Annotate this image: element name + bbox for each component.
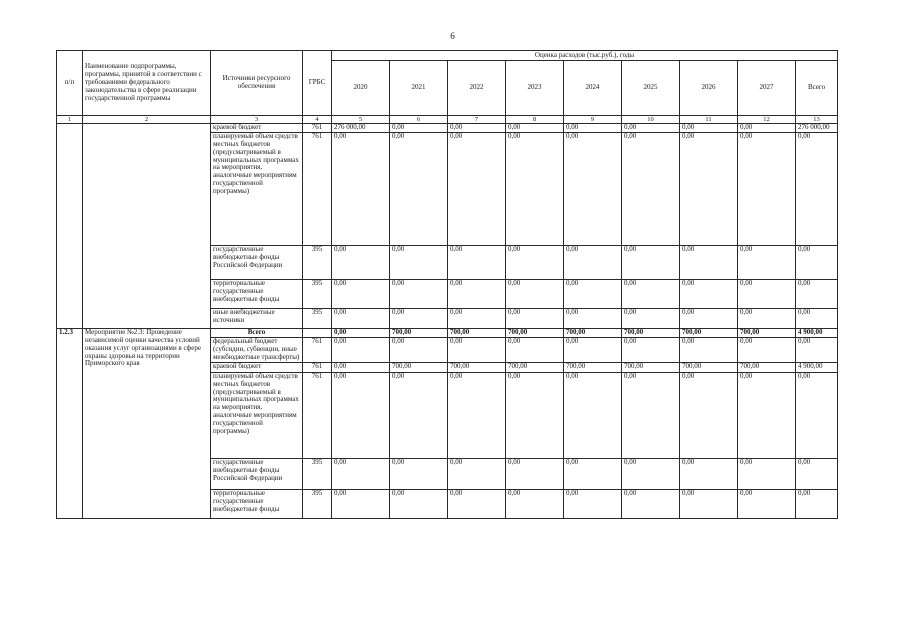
value-cell: 0,00 [738, 124, 796, 133]
column-number: 5 [332, 116, 390, 124]
value-cell: 0,00 [564, 489, 622, 518]
value-cell: 0,00 [332, 458, 390, 489]
header-num: п/п [57, 51, 83, 116]
value-cell: 0,00 [680, 458, 738, 489]
table-row [57, 124, 838, 133]
value-cell: 0,00 [796, 133, 838, 246]
header-grbs: ГРБС [303, 51, 332, 116]
header-year: 2025 [622, 61, 680, 116]
value-cell: 700,00 [738, 362, 796, 372]
header-year: 2023 [506, 61, 564, 116]
value-cell: 0,00 [332, 280, 390, 309]
value-cell: 0,00 [332, 337, 390, 362]
value-cell: 0,00 [622, 337, 680, 362]
grbs-cell: 761 [303, 133, 332, 246]
value-cell: 0,00 [680, 337, 738, 362]
header-name: Наименование подпрограммы, программы, принятой в соответствии с требованиями федерального законодательства в сфере реализации государственной программы [83, 51, 211, 116]
value-cell: 700,00 [390, 362, 448, 372]
total-value-cell: 700,00 [622, 329, 680, 338]
value-cell: 0,00 [738, 133, 796, 246]
value-cell: 0,00 [332, 372, 390, 458]
value-cell: 0,00 [738, 280, 796, 309]
value-cell: 0,00 [680, 246, 738, 280]
value-cell: 0,00 [390, 337, 448, 362]
column-number: 9 [564, 116, 622, 124]
total-value-cell: 700,00 [506, 329, 564, 338]
value-cell: 0,00 [796, 489, 838, 518]
value-cell: 0,00 [564, 309, 622, 329]
value-cell: 0,00 [506, 337, 564, 362]
value-cell: 0,00 [680, 280, 738, 309]
header-year: 2027 [738, 61, 796, 116]
value-cell: 0,00 [564, 458, 622, 489]
source-cell: федеральный бюджет (субсидии, субвенции, иные межбюджетные трансферты) [211, 337, 303, 362]
value-cell: 0,00 [332, 489, 390, 518]
value-cell: 0,00 [506, 372, 564, 458]
value-cell: 0,00 [332, 362, 390, 372]
total-value-cell: 700,00 [448, 329, 506, 338]
grbs-cell: 761 [303, 337, 332, 362]
column-number: 10 [622, 116, 680, 124]
value-cell: 276 000,00 [796, 124, 838, 133]
value-cell: 0,00 [738, 458, 796, 489]
grbs-cell: 761 [303, 362, 332, 372]
column-number-row [57, 116, 838, 124]
grbs-cell [303, 329, 332, 338]
value-cell: 0,00 [564, 337, 622, 362]
value-cell: 0,00 [564, 372, 622, 458]
value-cell: 700,00 [448, 362, 506, 372]
total-value-cell: 700,00 [390, 329, 448, 338]
value-cell: 0,00 [448, 133, 506, 246]
header-row-top [57, 51, 838, 61]
source-cell: иные внебюджетные источники [211, 309, 303, 329]
value-cell: 0,00 [390, 489, 448, 518]
expenses-table [56, 50, 838, 519]
value-cell: 0,00 [448, 246, 506, 280]
item-name-cell [83, 124, 211, 329]
grbs-cell: 395 [303, 489, 332, 518]
value-cell: 0,00 [622, 124, 680, 133]
source-cell: краевой бюджет [211, 124, 303, 133]
value-cell: 0,00 [796, 280, 838, 309]
value-cell: 0,00 [506, 280, 564, 309]
page-number: 6 [450, 31, 455, 41]
value-cell: 0,00 [796, 337, 838, 362]
column-number: 4 [303, 116, 332, 124]
grbs-cell: 761 [303, 124, 332, 133]
column-number: 13 [796, 116, 838, 124]
value-cell: 0,00 [506, 309, 564, 329]
value-cell: 0,00 [332, 246, 390, 280]
total-row [57, 329, 838, 338]
source-cell: государственные внебюджетные фонды Российской Федерации [211, 458, 303, 489]
value-cell: 0,00 [564, 133, 622, 246]
source-cell: планируемый объем средств местных бюджетов (предусматриваемый в муниципальных программах на мероприятия, аналогичные мероприятиям государственной программы) [211, 372, 303, 458]
column-number: 6 [390, 116, 448, 124]
value-cell: 0,00 [622, 489, 680, 518]
column-number: 8 [506, 116, 564, 124]
grbs-cell: 395 [303, 246, 332, 280]
value-cell: 700,00 [564, 362, 622, 372]
column-number: 11 [680, 116, 738, 124]
item-num-cell [57, 124, 83, 329]
item-name: Мероприятие №2.3: Проведение независимой оценки качества условий оказания услуг организациями в сфере охраны здоровья на территории Приморского края [83, 329, 211, 519]
value-cell: 0,00 [390, 246, 448, 280]
value-cell: 0,00 [622, 372, 680, 458]
value-cell: 0,00 [796, 458, 838, 489]
value-cell: 0,00 [738, 309, 796, 329]
header-source: Источники ресурсного обеспечения [211, 51, 303, 116]
value-cell: 0,00 [506, 133, 564, 246]
header-year: 2021 [390, 61, 448, 116]
value-cell: 276 000,00 [332, 124, 390, 133]
value-cell: 700,00 [622, 362, 680, 372]
value-cell: 0,00 [448, 309, 506, 329]
grbs-cell: 395 [303, 280, 332, 309]
header-year: Всего [796, 61, 838, 116]
value-cell: 0,00 [448, 458, 506, 489]
source-cell: планируемый объем средств местных бюджетов (предусматриваемый в муниципальных программах на мероприятия, аналогичные мероприятиям государственной программы) [211, 133, 303, 246]
value-cell: 0,00 [622, 280, 680, 309]
source-cell: территориальные государственные внебюджетные фонды [211, 489, 303, 518]
value-cell: 0,00 [332, 309, 390, 329]
value-cell: 0,00 [680, 133, 738, 246]
value-cell: 4 900,00 [796, 362, 838, 372]
value-cell: 0,00 [390, 309, 448, 329]
value-cell: 0,00 [448, 337, 506, 362]
value-cell: 0,00 [448, 489, 506, 518]
grbs-cell: 395 [303, 309, 332, 329]
header-estimate: Оценка расходов (тыс.руб.), годы [332, 51, 838, 61]
total-value-cell: 700,00 [680, 329, 738, 338]
value-cell: 0,00 [564, 124, 622, 133]
value-cell: 0,00 [448, 280, 506, 309]
column-number: 12 [738, 116, 796, 124]
value-cell: 0,00 [680, 489, 738, 518]
column-number: 1 [57, 116, 83, 124]
value-cell: 0,00 [738, 246, 796, 280]
value-cell: 0,00 [738, 489, 796, 518]
block2-body [57, 329, 838, 519]
total-value-cell: 4 900,00 [796, 329, 838, 338]
grbs-cell: 395 [303, 458, 332, 489]
value-cell: 0,00 [680, 372, 738, 458]
value-cell: 0,00 [680, 124, 738, 133]
item-num: 1.2.3 [57, 329, 83, 519]
value-cell: 0,00 [390, 280, 448, 309]
source-cell: краевой бюджет [211, 362, 303, 372]
value-cell: 0,00 [390, 458, 448, 489]
value-cell: 0,00 [738, 372, 796, 458]
header-year: 2020 [332, 61, 390, 116]
total-label: Всего [211, 329, 303, 338]
value-cell: 0,00 [390, 133, 448, 246]
value-cell: 0,00 [796, 372, 838, 458]
value-cell: 0,00 [796, 309, 838, 329]
value-cell: 0,00 [622, 309, 680, 329]
header-year: 2022 [448, 61, 506, 116]
grbs-cell: 761 [303, 372, 332, 458]
value-cell: 700,00 [680, 362, 738, 372]
source-cell: государственные внебюджетные фонды Российской Федерации [211, 246, 303, 280]
value-cell: 0,00 [390, 372, 448, 458]
value-cell: 0,00 [738, 337, 796, 362]
value-cell: 0,00 [564, 280, 622, 309]
value-cell: 0,00 [506, 489, 564, 518]
value-cell: 700,00 [506, 362, 564, 372]
total-value-cell: 700,00 [738, 329, 796, 338]
value-cell: 0,00 [506, 246, 564, 280]
value-cell: 0,00 [390, 124, 448, 133]
header-year: 2026 [680, 61, 738, 116]
value-cell: 0,00 [796, 246, 838, 280]
total-value-cell: 700,00 [564, 329, 622, 338]
header-year: 2024 [564, 61, 622, 116]
value-cell: 0,00 [448, 372, 506, 458]
column-number: 7 [448, 116, 506, 124]
source-cell: территориальные государственные внебюджетные фонды [211, 280, 303, 309]
value-cell: 0,00 [622, 458, 680, 489]
value-cell: 0,00 [564, 246, 622, 280]
value-cell: 0,00 [622, 133, 680, 246]
value-cell: 0,00 [332, 133, 390, 246]
value-cell: 0,00 [506, 458, 564, 489]
value-cell: 0,00 [622, 246, 680, 280]
value-cell: 0,00 [680, 309, 738, 329]
column-number: 3 [211, 116, 303, 124]
value-cell: 0,00 [506, 124, 564, 133]
block1-body [57, 124, 838, 329]
total-value-cell: 0,00 [332, 329, 390, 338]
column-number: 2 [83, 116, 211, 124]
value-cell: 0,00 [448, 124, 506, 133]
